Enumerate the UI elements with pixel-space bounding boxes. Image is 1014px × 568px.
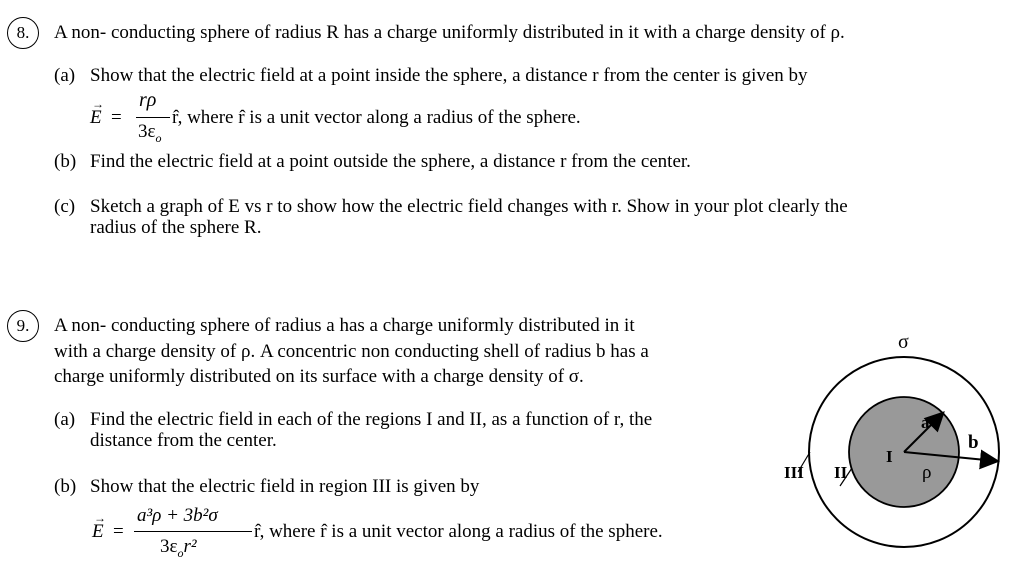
q9-eq-denominator [160, 536, 197, 561]
question-9-number-text: 9. [16, 316, 30, 335]
q9-eq-den-sub: o [177, 545, 184, 560]
q8-part-c-text-1: Sketch a graph of E vs r to show how the electric field changes with r. Show in your plot clearly the [90, 196, 848, 217]
question-9-number [7, 310, 39, 342]
question-8-number [7, 17, 39, 49]
q9-part-b-text: Show that the electric field in region III is given by [90, 476, 480, 497]
q9-part-a-text-1: Find the electric field in each of the regions I and II, as a function of r, the [90, 409, 653, 430]
q8-part-b-label: (b) [54, 151, 77, 172]
q9-eq-den-main: 3ε [160, 536, 178, 557]
question-9-stem-3: charge uniformly distributed on its surface with a charge density of σ. [54, 366, 584, 387]
q8-eq-tail: r̂, where r̂ is a unit vector along a radius of the sphere. [172, 107, 581, 128]
q9-eq-numerator: a³ρ + 3b²σ [137, 505, 218, 526]
radius-b-label: b [968, 432, 979, 453]
q9-eq-fraction-bar [134, 531, 252, 532]
q8-part-a-text: Show that the electric field at a point inside the sphere, a distance r from the center is given by [90, 65, 808, 86]
q9-eq-tail: r̂, where r̂ is a unit vector along a radius of the sphere. [254, 521, 663, 542]
region-3-label: III [784, 463, 804, 482]
q8-part-a-label: (a) [54, 65, 76, 86]
rho-label: ρ [922, 462, 932, 483]
question-9-stem-1: A non- conducting sphere of radius a has a charge uniformly distributed in it [54, 315, 635, 336]
question-9-stem-2: with a charge density of ρ. A concentric non conducting shell of radius b has a [54, 341, 649, 362]
radius-a-label: a [921, 413, 930, 432]
q8-part-b-text: Find the electric field at a point outside the sphere, a distance r from the center. [90, 151, 691, 172]
q9-eq-equals: = [113, 521, 124, 542]
q8-part-c-label: (c) [54, 196, 76, 217]
sigma-label: σ [898, 331, 909, 353]
q9-eq-den-tail: r² [183, 536, 197, 557]
region-1-label: I [886, 447, 893, 466]
q9-eq-vector-arrow: → [94, 511, 106, 525]
q8-part-c-text-2: radius of the sphere R. [90, 217, 262, 238]
q9-part-a-label: (a) [54, 409, 76, 430]
region-2-label: II [834, 463, 848, 482]
question-8-stem: A non- conducting sphere of radius R has a charge uniformly distributed in it with a charge density of ρ. [54, 22, 845, 43]
q8-eq-lhs: E [90, 107, 102, 128]
q8-eq-numerator: rρ [139, 89, 157, 111]
q9-eq-lhs: E [92, 521, 104, 542]
q8-eq-den-sub: o [155, 130, 162, 145]
q8-eq-denominator [138, 121, 161, 146]
q8-eq-vector-arrow: → [92, 97, 104, 111]
q8-eq-den-main: 3ε [138, 121, 156, 142]
q8-eq-equals: = [111, 107, 122, 128]
concentric-sphere-diagram [770, 320, 1010, 568]
q8-eq-fraction-bar [136, 117, 170, 118]
q9-part-a-text-2: distance from the center. [90, 430, 277, 451]
question-8-number-text: 8. [16, 23, 30, 42]
q9-part-b-label: (b) [54, 476, 77, 497]
